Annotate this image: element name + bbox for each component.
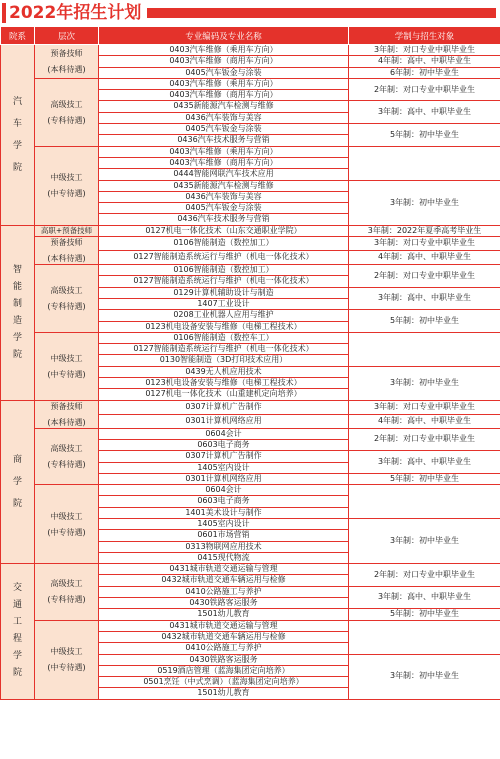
major-cell: 0307计算机广告制作	[99, 400, 349, 414]
system-cell: 3年制：对口专业中职毕业生	[349, 237, 500, 251]
system-cell: 5年制：初中毕业生	[349, 124, 500, 147]
level-cell	[35, 485, 99, 564]
level-line: 高级技工	[50, 99, 83, 109]
level-cell	[35, 265, 99, 333]
table-row	[1, 620, 500, 631]
system-cell: 3年制：初中毕业生	[349, 180, 500, 225]
major-cell: 1405室内设计	[99, 518, 349, 529]
system-cell: 6年制：初中毕业生	[349, 67, 500, 78]
level-line: (专科待遇)	[47, 595, 86, 605]
major-cell: 0106智能制造（数控加工）	[99, 265, 349, 276]
major-cell: 0130智能制造（3D打印技术应用）	[99, 355, 349, 366]
major-cell: 0439无人机应用技术	[99, 366, 349, 377]
school-char: 学	[12, 651, 22, 662]
level-cell	[35, 400, 99, 428]
major-cell: 0127智能制造系统运行与维护（机电一体化技术）	[99, 251, 349, 265]
major-cell: 0436汽车技术服务与营销	[99, 214, 349, 225]
school-char: 院	[12, 668, 22, 679]
table-row	[1, 45, 500, 56]
level-line: 预备技师	[50, 48, 83, 58]
level-line: (中专待遇)	[47, 189, 86, 199]
level-cell	[35, 564, 99, 620]
title-decor-line	[147, 8, 496, 18]
system-cell: 3年制：高中、中职毕业生	[349, 586, 500, 609]
major-cell: 0405汽车钣金与涂装	[99, 67, 349, 78]
major-cell: 0403汽车维修（商用车方向）	[99, 90, 349, 101]
major-cell: 1501幼儿教育	[99, 688, 349, 699]
school-char: 制	[12, 298, 22, 309]
major-cell: 0432城市轨道交通车辆运用与检修	[99, 631, 349, 642]
system-cell: 2年制：对口专业中职毕业生	[349, 265, 500, 288]
col-header-school: 院系	[1, 27, 35, 45]
table-row	[1, 428, 500, 439]
school-cell	[1, 45, 35, 226]
level-cell	[35, 78, 99, 146]
major-cell: 0603电子商务	[99, 439, 349, 450]
level-cell	[35, 45, 99, 79]
school-char: 智	[12, 264, 22, 275]
level-line: 预备技师	[50, 401, 83, 411]
table-row	[1, 485, 500, 496]
system-cell-empty	[349, 146, 500, 180]
school-char: 交	[12, 583, 22, 594]
major-cell: 0405汽车钣金与涂装	[99, 203, 349, 214]
major-cell: 0301计算机网络应用	[99, 473, 349, 484]
enrollment-table	[0, 26, 500, 700]
level-line: (专科待遇)	[47, 459, 86, 469]
major-cell: 0301计算机网络应用	[99, 414, 349, 428]
level-line: (中专待遇)	[47, 663, 86, 673]
major-cell: 0604会计	[99, 485, 349, 496]
school-cell	[1, 400, 35, 564]
major-cell: 0519酒店管理（蓝海集团定向培养）	[99, 665, 349, 676]
level-line: 中级技工	[50, 511, 83, 521]
school-char: 学	[12, 476, 22, 487]
major-cell: 0435新能源汽车检测与维修	[99, 180, 349, 191]
system-cell-empty	[349, 332, 500, 366]
table-row	[1, 332, 500, 343]
level-line: 预备技师	[50, 238, 83, 248]
system-cell: 3年制：高中、中职毕业生	[349, 101, 500, 124]
major-cell: 0127智能制造系统运行与维护（机电一体化技术）	[99, 344, 349, 355]
title-bar	[0, 0, 500, 26]
level-line: (中专待遇)	[47, 527, 86, 537]
major-cell: 0129计算机辅助设计与制造	[99, 287, 349, 298]
system-cell: 3年制：高中、中职毕业生	[349, 287, 500, 310]
system-cell: 4年制：高中、中职毕业生	[349, 56, 500, 67]
system-cell: 5年制：初中毕业生	[349, 310, 500, 333]
level-line: 中级技工	[50, 647, 83, 657]
level-line: (本科待遇)	[47, 417, 86, 427]
system-cell: 2年制：对口专业中职毕业生	[349, 564, 500, 587]
major-cell: 0431城市轨道交通运输与管理	[99, 620, 349, 631]
title-accent-bar	[2, 3, 6, 23]
school-cell	[1, 564, 35, 700]
system-cell: 2年制：对口专业中职毕业生	[349, 78, 500, 101]
page-title: 2022年招生计划	[9, 3, 142, 23]
level-line: (本科待遇)	[47, 64, 86, 74]
major-cell: 0415现代物流	[99, 552, 349, 563]
major-cell: 0601市场营销	[99, 530, 349, 541]
table-row	[1, 265, 500, 276]
school-char: 汽	[12, 96, 22, 107]
major-cell: 1407工业设计	[99, 298, 349, 309]
major-cell: 0127智能制造系统运行与维护（机电一体化技术）	[99, 276, 349, 287]
level-line: (本科待遇)	[47, 254, 86, 264]
major-cell: 0430铁路客运服务	[99, 598, 349, 609]
major-cell: 0208工业机器人应用与维护	[99, 310, 349, 321]
major-cell: 0127机电一体化技术（山重建机定向培养）	[99, 389, 349, 400]
major-cell: 1401美术设计与制作	[99, 507, 349, 518]
system-cell: 3年制：初中毕业生	[349, 654, 500, 699]
system-cell: 4年制：高中、中职毕业生	[349, 414, 500, 428]
level-cell	[35, 428, 99, 484]
major-cell: 0106智能制造（数控加工）	[99, 237, 349, 251]
system-cell: 4年制：高中、中职毕业生	[349, 251, 500, 265]
table-row	[1, 564, 500, 575]
level-cell	[35, 146, 99, 225]
level-line: (专科待遇)	[47, 115, 86, 125]
major-cell: 0431城市轨道交通运输与管理	[99, 564, 349, 575]
col-header-level: 层次	[35, 27, 99, 45]
table-row	[1, 225, 500, 236]
school-cell	[1, 225, 35, 400]
major-cell: 0430铁路客运服务	[99, 654, 349, 665]
school-char: 车	[12, 118, 22, 129]
major-cell: 0604会计	[99, 428, 349, 439]
table-row	[1, 146, 500, 157]
level-cell	[35, 225, 99, 236]
school-char: 院	[12, 349, 22, 360]
school-char: 能	[12, 281, 22, 292]
major-cell: 0403汽车维修（乘用车方向）	[99, 146, 349, 157]
major-cell: 0432城市轨道交通车辆运用与检修	[99, 575, 349, 586]
table-row	[1, 78, 500, 89]
school-char: 商	[12, 454, 22, 465]
system-cell: 2年制：对口专业中职毕业生	[349, 428, 500, 451]
system-cell: 5年制：初中毕业生	[349, 473, 500, 484]
major-cell: 0403汽车维修（乘用车方向）	[99, 45, 349, 56]
major-cell: 0435新能源汽车检测与维修	[99, 101, 349, 112]
table-header-row	[1, 27, 500, 45]
level-line: (中专待遇)	[47, 369, 86, 379]
school-char: 学	[12, 140, 22, 151]
system-cell: 5年制：初中毕业生	[349, 609, 500, 620]
system-cell-empty	[349, 485, 500, 519]
school-char: 院	[12, 162, 22, 173]
major-cell: 0127机电一体化技术（山东交通职业学院）	[99, 225, 349, 236]
school-char: 学	[12, 332, 22, 343]
major-cell: 0444智能网联汽车技术应用	[99, 169, 349, 180]
level-line: (专科待遇)	[47, 301, 86, 311]
table-row	[1, 237, 500, 251]
major-cell: 1405室内设计	[99, 462, 349, 473]
level-cell	[35, 237, 99, 265]
major-cell: 0603电子商务	[99, 496, 349, 507]
system-cell: 3年制：高中、中职毕业生	[349, 451, 500, 474]
system-cell: 3年制：初中毕业生	[349, 366, 500, 400]
col-header-system: 学制与招生对象	[349, 27, 500, 45]
level-line: 高级技工	[50, 443, 83, 453]
major-cell: 0410公路施工与养护	[99, 586, 349, 597]
major-cell: 0501烹饪（中式烹调）（蓝海集团定向培养）	[99, 677, 349, 688]
major-cell: 0403汽车维修（商用车方向）	[99, 157, 349, 168]
level-line: 中级技工	[50, 173, 83, 183]
level-cell	[35, 620, 99, 699]
table-row	[1, 400, 500, 414]
system-cell-empty	[349, 620, 500, 654]
system-cell: 3年制：2022年夏季高考毕业生	[349, 225, 500, 236]
school-char: 造	[12, 315, 22, 326]
level-line: 高级技工	[50, 579, 83, 589]
table-body	[1, 45, 500, 700]
col-header-major: 专业编码及专业名称	[99, 27, 349, 45]
major-cell: 0307计算机广告制作	[99, 451, 349, 462]
level-line: 高级技工	[50, 285, 83, 295]
level-line: 高职+预备技师	[40, 225, 93, 235]
major-cell: 0403汽车维修（商用车方向）	[99, 56, 349, 67]
major-cell: 0313物联网应用技术	[99, 541, 349, 552]
major-cell: 0403汽车维修（乘用车方向）	[99, 78, 349, 89]
school-char: 工	[12, 617, 22, 628]
school-char: 通	[12, 600, 22, 611]
major-cell: 0106智能制造（数控车工）	[99, 332, 349, 343]
school-char: 程	[12, 634, 22, 645]
school-char: 院	[12, 498, 22, 509]
level-cell	[35, 332, 99, 400]
system-cell: 3年制：初中毕业生	[349, 518, 500, 563]
major-cell: 0123机电设备安装与维修（电梯工程技术）	[99, 378, 349, 389]
level-line: 中级技工	[50, 353, 83, 363]
major-cell: 0123机电设备安装与维修（电梯工程技术）	[99, 321, 349, 332]
major-cell: 0405汽车钣金与涂装	[99, 124, 349, 135]
major-cell: 0436汽车装饰与美容	[99, 191, 349, 202]
system-cell: 3年制：对口专业中职毕业生	[349, 400, 500, 414]
major-cell: 0436汽车技术服务与营销	[99, 135, 349, 146]
major-cell: 0410公路施工与养护	[99, 643, 349, 654]
system-cell: 3年制：对口专业中职毕业生	[349, 45, 500, 56]
major-cell: 1501幼儿教育	[99, 609, 349, 620]
major-cell: 0436汽车装饰与美容	[99, 112, 349, 123]
